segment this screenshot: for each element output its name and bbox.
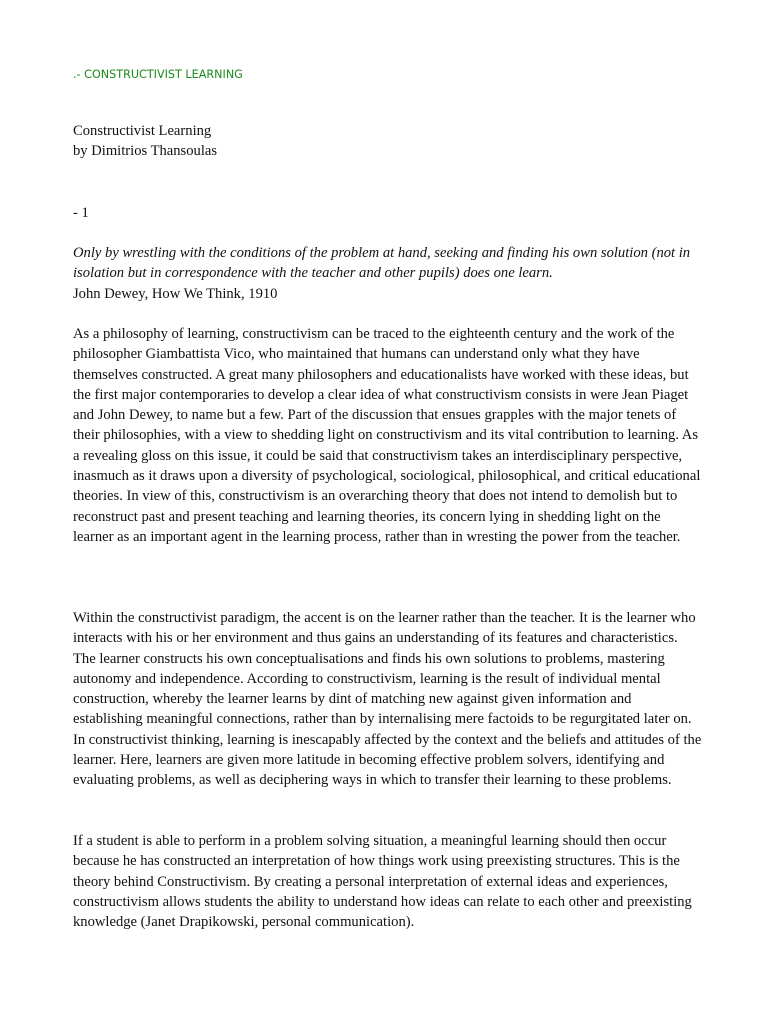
document-title: Constructivist Learning <box>73 123 212 139</box>
author-byline: by Dimitrios Thansoulas <box>73 143 218 160</box>
section-header-link[interactable]: .- CONSTRUCTIVIST LEARNING <box>73 68 243 81</box>
epigraph-quote: Only by wrestling with the conditions of the problem at hand, seeking and finding his own solution (not in isolation but in correspondence with the teacher and other pupils) does one learn. <box>73 245 691 282</box>
body-paragraph: Within the constructivist paradigm, the accent is on the learner rather than the teacher. It is the learner who interacts with his or her environment and thus gains an understanding of its features and characteristics. The learner constructs his own conceptualisations and finds his own solutions to problems, mastering autonomy and independence. According to constructivism, learning is the result of individual mental construction, whereby the learner learns by dint of matching new against given information and establishing meaningful connections, rather than by internalising mere factoids to be regurgitated later on. In constructivist thinking, learning is inescapably affected by the context and the beliefs and attitudes of the learner. Here, learners are given more latitude in becoming effective problem solvers, identifying and evaluating problems, as well as deciphering ways in which to transfer their learning to these problems. <box>73 610 702 789</box>
epigraph <box>73 243 703 304</box>
epigraph-attribution: John Dewey, How We Think, 1910 <box>73 285 278 302</box>
page-number: - 1 <box>73 205 89 221</box>
body-paragraph: If a student is able to perform in a problem solving situation, a meaningful learning should then occur because he has constructed an interpretation of how things work using preexisting structures. This is the theory behind Constructivism. By creating a personal interpretation of external ideas and experiences, constructivism allows students the ability to understand how ideas can relate to each other and preexisting knowledge (Janet Drapikowski, personal communication). <box>73 833 692 931</box>
title-block <box>73 121 217 162</box>
body-paragraph: As a philosophy of learning, constructivism can be traced to the eighteenth century and the work of the philosopher Giambattista Vico, who maintained that humans can understand only what they have themselves constructed. A great many philosophers and educationalists have worked with these ideas, but the first major contemporaries to develop a clear idea of what constructivism consists in were Jean Piaget and John Dewey, to name but a few. Part of the discussion that ensues grapples with the major tenets of their philosophies, with a view to shedding light on constructivism and its vital contribution to learning. As a revealing gloss on this issue, it could be said that constructivism takes an interdisciplinary perspective, inasmuch as it draws upon a diversity of psychological, sociological, philosophical, and critical educational theories. In view of this, constructivism is an overarching theory that does not intend to demolish but to reconstruct past and present teaching and learning theories, its concern lying in shedding light on the learner as an important agent in the learning process, rather than in wresting the power from the teacher. <box>73 326 701 545</box>
